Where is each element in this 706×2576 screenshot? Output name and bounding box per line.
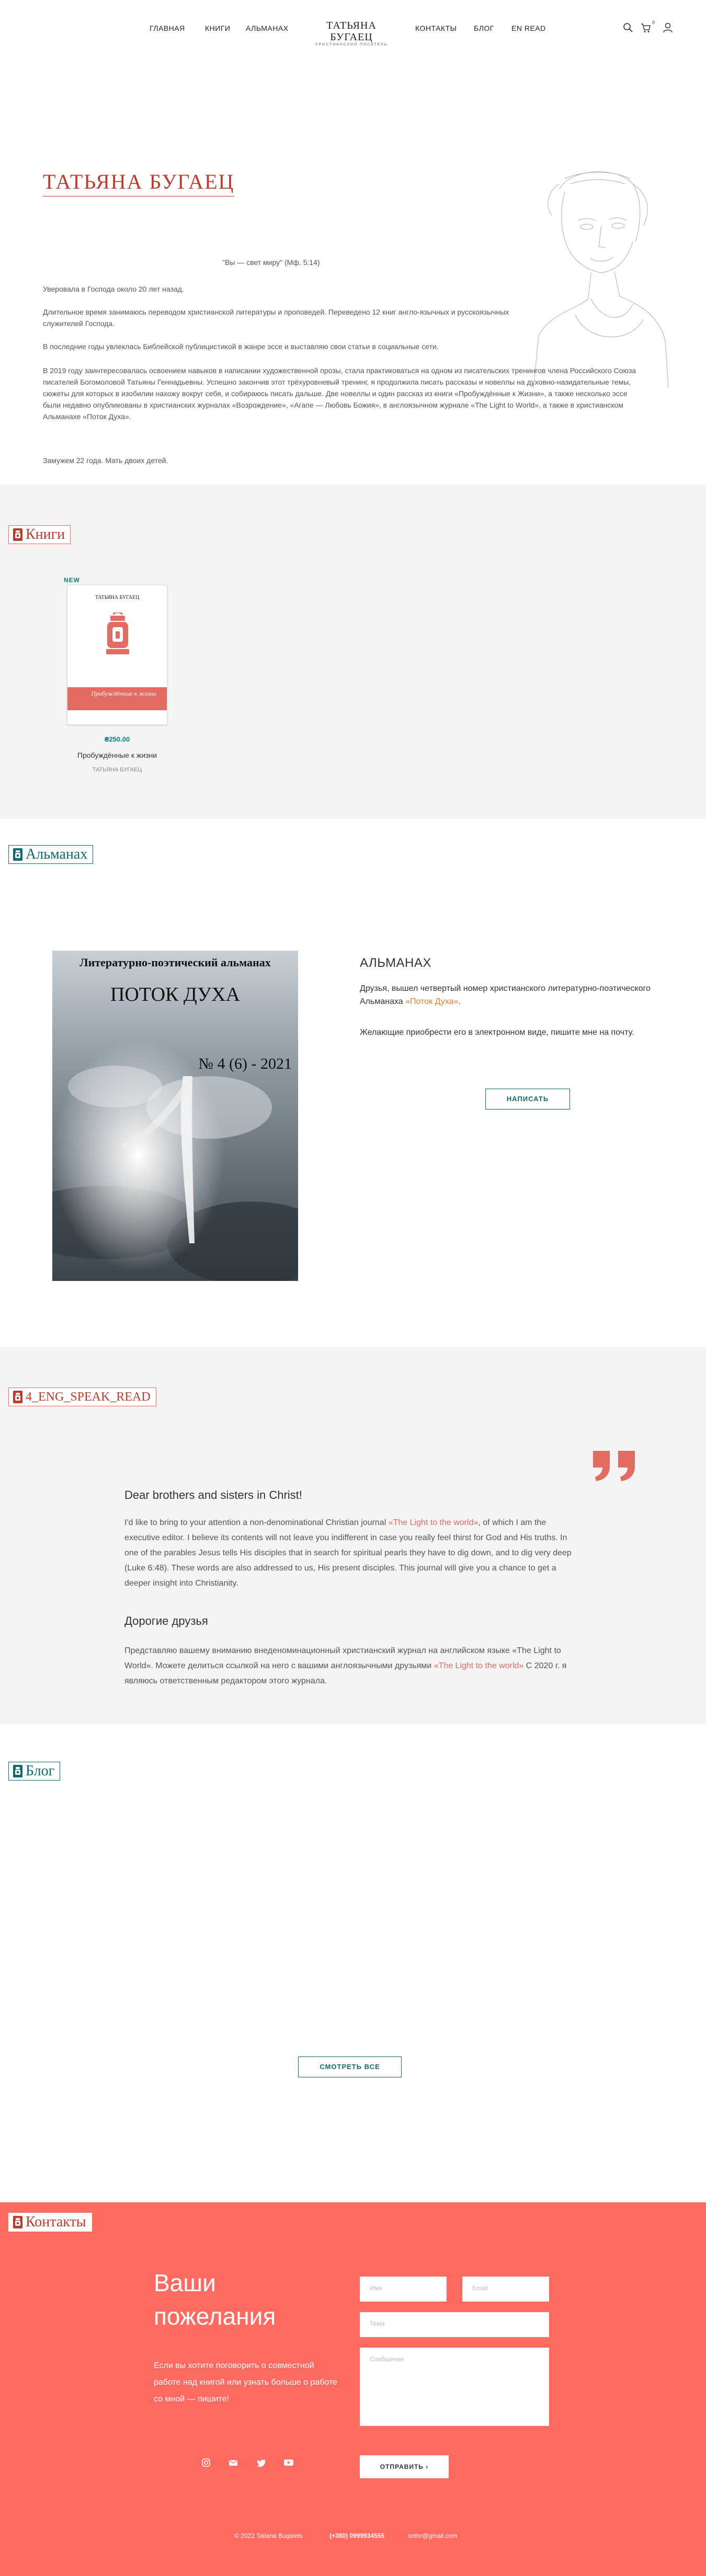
- nav-home[interactable]: ГЛАВНАЯ: [150, 24, 185, 32]
- books-section-title: [8, 525, 71, 544]
- blog-title-text: Блог: [26, 1763, 55, 1779]
- contacts-section-title: [8, 2213, 92, 2232]
- lamp-icon: [13, 528, 22, 541]
- instagram-icon[interactable]: [201, 2457, 211, 2468]
- quote-icon: [591, 1449, 639, 1482]
- books-title-text: Книги: [26, 526, 65, 542]
- header-logo[interactable]: [304, 20, 398, 47]
- book-title[interactable]: Пробуждённые к жизни: [77, 751, 157, 759]
- site-header: [0, 0, 706, 59]
- almanac-cover-title: ПОТОК ДУХА: [110, 984, 241, 1006]
- eng-p1-end: , of which I am the executive editor. I believe its contents will not leave you indifferent in case you really feel thirst for God and His truths. In one of the parables Jesus tells His disciples that in search for spiritual pearls they have to dig down, and to dig very deep (Luke 6:48). These words are also addressed to us, His present disciples. This journal will give you a chance to get a deeper insight into Christianity.: [124, 1518, 572, 1588]
- footer-email[interactable]: onfor@gmail.com: [408, 2532, 458, 2539]
- lamp-icon: [13, 1765, 22, 1777]
- lamp-icon: [13, 1391, 22, 1403]
- ru-p2-text: Представляю вашему вниманию внеденоминационный христианский журнал на английском языке «The Light to World». Можете делиться ссылкой на него с вашими англоязычными друзьями: [124, 1646, 561, 1670]
- almanac-p1-text: Друзья, вышел четвертый номер христианского литературно-поэтического Альманаха: [360, 984, 651, 1006]
- contacts-heading-line-2: пожелания: [154, 2303, 276, 2330]
- write-button[interactable]: НАПИСАТЬ: [485, 1089, 570, 1110]
- ru-p2-end: С 2020 г. я являюсь ответственным редактором этого журнала.: [124, 1661, 567, 1685]
- youtube-icon[interactable]: [283, 2457, 294, 2468]
- eng-read-heading-ru: Дорогие друзья: [124, 1614, 208, 1627]
- books-section: [0, 484, 706, 819]
- almanac-paragraph-2: Желающие приобрести его в электронном виде, пишите мне на почту.: [360, 1028, 634, 1037]
- almanac-section-title: [8, 845, 93, 864]
- nav-blog[interactable]: БЛОГ: [474, 24, 494, 32]
- copyright: © 2022 Tatiana Bugaiets: [234, 2532, 303, 2539]
- lamp-icon: [13, 2216, 22, 2228]
- eng-read-section: [0, 1347, 706, 1724]
- journal-link[interactable]: «The Light to the world»: [388, 1518, 479, 1527]
- almanac-heading: АЛЬМАНАХ: [360, 956, 431, 970]
- bible-quote: "Вы — свет миру" (Мф. 5:14): [222, 258, 320, 267]
- journal-link-ru[interactable]: «The Light to the world»: [434, 1661, 524, 1670]
- cart-icon[interactable]: [640, 22, 652, 33]
- bio-paragraph-2: Длительное время занимаюсь переводом христианской литературы и проповедей. Переведено 12 книг англо-язычных и русскоязычных служителей Господа.: [43, 308, 509, 328]
- almanac-cover-issue: № 4 (6) - 2021: [198, 1055, 292, 1072]
- name-field[interactable]: Имя: [360, 2277, 447, 2302]
- email-icon[interactable]: [228, 2457, 238, 2468]
- contacts-heading: [154, 2266, 276, 2333]
- book-cover[interactable]: [67, 585, 167, 725]
- contacts-heading-line-1: Ваши: [154, 2269, 216, 2296]
- contacts-section: [0, 2202, 706, 2576]
- about-section: [0, 59, 706, 484]
- bio-paragraph-4: В 2019 году заинтересовалась освоением навыков в написании художественной прозы, стала практиковаться на одном из писательских тренингов члена Российского Союза писателей Богомоловой Татьяны Геннадьевны. Успешно закончив этот трёхуровневый тренинг, я продолжила писать рассказы и новеллы на духовно-назидательные темы, сюжеты для которых в изобилии нахожу вокруг себя, и собираюсь писать дальше. Две новеллы и один рассказ из книги «Пробуждённые к Жизни», а также несколько эссе были недавно опубликованы в христианских журналах «Возрождение», «Агапе — Любовь Божия», в англоязычном журнале «The Light to World», а также в христианском Альманахе «Поток Духа».: [43, 366, 636, 421]
- book-cover-title: Пробуждённые к жизни: [91, 690, 156, 697]
- almanac-link[interactable]: «Поток Духа»: [405, 997, 459, 1006]
- book-cover-author: ТАТЬЯНА БУГАЕЦ: [95, 595, 140, 600]
- eng-read-section-title: [8, 1388, 156, 1406]
- author-portrait-sketch: [528, 168, 669, 388]
- nav-contacts[interactable]: КОНТАКТЫ: [415, 24, 457, 32]
- book-author: ТАТЬЯНА БУГАЕЦ: [92, 767, 142, 773]
- almanac-cover-subtitle: Литературно-поэтический альманах: [79, 956, 271, 969]
- contacts-title-text: Контакты: [26, 2214, 86, 2230]
- lamp-icon: [104, 613, 131, 661]
- chevron-right-icon: ›: [426, 2463, 429, 2470]
- blog-section: [0, 1724, 706, 2202]
- send-button-label: ОТПРАВИТЬ: [380, 2463, 424, 2470]
- blog-section-title: [8, 1762, 60, 1781]
- new-badge: NEW: [64, 576, 80, 584]
- almanac-cover: [52, 951, 298, 1281]
- almanac-section: [0, 819, 706, 1347]
- author-name-logo: [43, 169, 234, 197]
- nav-books[interactable]: КНИГИ: [205, 24, 231, 32]
- header-logo-name: [304, 20, 398, 43]
- nav-almanac[interactable]: АЛЬМАНАХ: [246, 24, 289, 32]
- view-all-button[interactable]: СМОТРЕТЬ ВСЕ: [298, 2057, 402, 2077]
- almanac-title-text: Альманах: [26, 846, 88, 862]
- almanac-paragraph-1: [360, 982, 694, 1008]
- author-name: ТАТЬЯНА БУГАЕЦ: [43, 170, 235, 193]
- message-field[interactable]: Сообщение: [360, 2348, 549, 2426]
- book-price: ₴250.00: [104, 735, 130, 743]
- contacts-text: Если вы хотите поговорить о совместной работе над книгой или узнать больше о работе со мной — пишите!: [154, 2361, 337, 2404]
- header-logo-text: ТАТЬЯНА БУГАЕЦ: [326, 20, 377, 43]
- subject-field[interactable]: Тема: [360, 2312, 549, 2337]
- search-icon[interactable]: [622, 22, 634, 33]
- almanac-p1-end: .: [458, 997, 461, 1006]
- footer-phone[interactable]: (+380) 0999934555: [329, 2532, 385, 2539]
- lamp-icon: [13, 848, 22, 861]
- user-icon[interactable]: [662, 22, 674, 33]
- cart-count: 0: [652, 20, 655, 25]
- eng-read-heading-en: Dear brothers and sisters in Christ!: [124, 1488, 302, 1501]
- email-field[interactable]: Email: [462, 2277, 549, 2302]
- header-logo-subtitle: ХРИСТИАНСКИЙ ПИСАТЕЛЬ: [315, 43, 388, 47]
- eng-read-paragraph-en: [124, 1515, 575, 1591]
- nav-en-read[interactable]: EN READ: [511, 24, 546, 32]
- send-button[interactable]: [360, 2455, 449, 2478]
- bio-paragraph-1: Уверовала в Господа около 20 лет назад.: [43, 285, 184, 293]
- bio-paragraph-5: Замужем 22 года. Мать двоих детей.: [43, 456, 168, 465]
- bio-paragraph-3: В последние годы увлеклась Библейской публицистикой в жанре эссе и выставляю свои статьи в социальные сети.: [43, 342, 439, 351]
- twitter-icon[interactable]: [256, 2457, 267, 2468]
- eng-read-paragraph-ru: [124, 1643, 575, 1689]
- eng-read-title-text: 4_ENG_SPEAK_READ: [26, 1390, 151, 1404]
- eng-p1-text: I'd like to bring to your attention a non-denominational Christian journal: [124, 1518, 389, 1527]
